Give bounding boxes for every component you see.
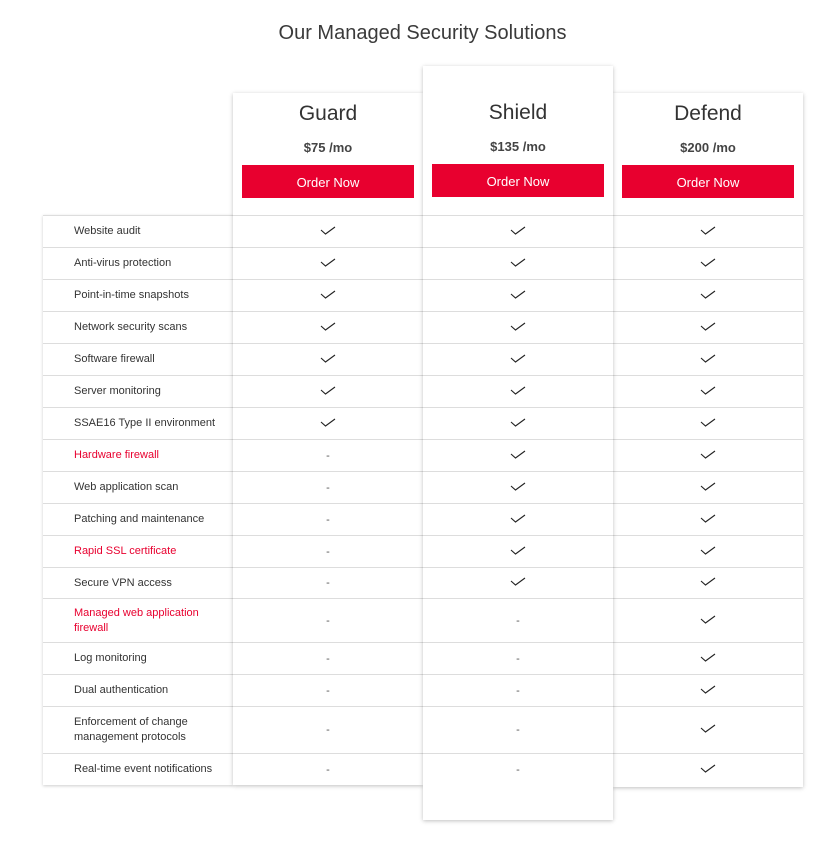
not-included-dash: -	[516, 684, 520, 697]
plan-feature-cell	[613, 407, 803, 439]
plan-feature-cell	[613, 598, 803, 642]
checkmark-icon	[510, 418, 526, 430]
plan-feature-cell	[233, 598, 423, 642]
plan-feature-cell	[613, 674, 803, 706]
feature-row: Log monitoring	[43, 642, 233, 674]
checkmark-icon	[510, 482, 526, 494]
plan-feature-cell	[613, 215, 803, 247]
plan-price: $75 /mo	[303, 140, 353, 155]
plan-feature-cell	[423, 407, 613, 439]
plan-feature-cell	[423, 343, 613, 375]
feature-row: Point-in-time snapshots	[43, 279, 233, 311]
plan-name: Shield	[488, 101, 548, 124]
order-now-button[interactable]: Order Now	[432, 164, 604, 197]
not-included-dash: -	[326, 724, 330, 736]
plan-feature-cell	[423, 247, 613, 279]
plan-feature-cell	[423, 753, 613, 785]
checkmark-icon	[700, 386, 716, 398]
plan-feature-cell	[423, 535, 613, 567]
feature-row: Real-time event notifications	[43, 753, 233, 785]
plan-feature-cell	[423, 503, 613, 535]
checkmark-icon	[320, 386, 336, 398]
plan-feature-cell	[613, 535, 803, 567]
plan-feature-cell	[233, 535, 423, 567]
plan-price: $135 /mo	[490, 139, 546, 154]
not-included-dash: -	[516, 614, 520, 627]
not-included-dash: -	[516, 652, 520, 665]
checkmark-icon	[510, 514, 526, 526]
not-included-dash: -	[326, 652, 330, 665]
checkmark-icon	[320, 322, 336, 334]
feature-row: Secure VPN access	[43, 567, 233, 598]
plan-feature-cell	[233, 343, 423, 375]
not-included-dash: -	[326, 513, 330, 526]
feature-row: Web application scan	[43, 471, 233, 503]
checkmark-icon	[320, 354, 336, 366]
checkmark-icon	[510, 577, 526, 589]
feature-row: Enforcement of change management protocols	[43, 706, 233, 753]
checkmark-icon	[510, 354, 526, 366]
checkmark-icon	[700, 764, 716, 776]
checkmark-icon	[320, 258, 336, 270]
checkmark-icon	[700, 290, 716, 302]
checkmark-icon	[700, 577, 716, 589]
feature-row: Server monitoring	[43, 375, 233, 407]
plan-feature-cell	[423, 279, 613, 311]
plan-feature-cell	[233, 407, 423, 439]
not-included-dash: -	[516, 763, 520, 776]
plan-feature-cell	[233, 471, 423, 503]
plan-feature-cell	[233, 503, 423, 535]
checkmark-icon	[700, 724, 716, 736]
plan-feature-cell	[613, 375, 803, 407]
checkmark-icon	[320, 226, 336, 238]
plan-feature-cell	[613, 471, 803, 503]
plan-name: Defend	[674, 102, 742, 125]
plan-price: $200 /mo	[680, 140, 736, 155]
checkmark-icon	[700, 685, 716, 697]
checkmark-icon	[700, 226, 716, 238]
feature-row: Website audit	[43, 215, 233, 247]
plan-feature-cell	[233, 375, 423, 407]
plan-feature-cell	[613, 567, 803, 598]
plan-feature-cell	[613, 343, 803, 375]
plan-feature-cell	[613, 503, 803, 535]
plan-feature-cell	[423, 706, 613, 753]
plan-feature-cell	[613, 311, 803, 343]
checkmark-icon	[700, 546, 716, 558]
not-included-dash: -	[326, 614, 330, 627]
plan-feature-cell	[233, 706, 423, 753]
plan-feature-cell	[233, 753, 423, 785]
checkmark-icon	[320, 418, 336, 430]
plan-feature-cell	[233, 215, 423, 247]
plan-feature-cell	[423, 311, 613, 343]
checkmark-icon	[510, 322, 526, 334]
plan-feature-cell	[233, 311, 423, 343]
checkmark-icon	[700, 514, 716, 526]
plan-feature-cell	[423, 375, 613, 407]
plan-defend	[613, 93, 803, 787]
checkmark-icon	[510, 386, 526, 398]
checkmark-icon	[700, 450, 716, 462]
checkmark-icon	[700, 258, 716, 270]
checkmark-icon	[700, 615, 716, 627]
not-included-dash: -	[516, 724, 520, 736]
plan-feature-cell	[423, 642, 613, 674]
plan-feature-cell	[423, 215, 613, 247]
not-included-dash: -	[326, 763, 330, 776]
feature-row: SSAE16 Type II environment	[43, 407, 233, 439]
checkmark-icon	[510, 226, 526, 238]
checkmark-icon	[510, 258, 526, 270]
feature-row: Patching and maintenance	[43, 503, 233, 535]
plan-feature-cell	[423, 471, 613, 503]
feature-row: Network security scans	[43, 311, 233, 343]
checkmark-icon	[320, 290, 336, 302]
plan-name: Guard	[298, 102, 358, 125]
plan-feature-cell	[423, 674, 613, 706]
order-now-button[interactable]: Order Now	[242, 165, 414, 198]
plan-feature-cell	[613, 439, 803, 471]
checkmark-icon	[510, 450, 526, 462]
not-included-dash: -	[326, 449, 330, 462]
plan-feature-cell	[423, 439, 613, 471]
checkmark-icon	[700, 482, 716, 494]
plan-feature-cell	[233, 247, 423, 279]
plan-feature-cell	[613, 247, 803, 279]
plan-feature-cell	[613, 753, 803, 785]
plan-feature-cell	[613, 642, 803, 674]
feature-row: Anti-virus protection	[43, 247, 233, 279]
not-included-dash: -	[326, 545, 330, 558]
checkmark-icon	[700, 322, 716, 334]
not-included-dash: -	[326, 577, 330, 589]
checkmark-icon	[510, 290, 526, 302]
plan-feature-cell	[233, 279, 423, 311]
checkmark-icon	[700, 418, 716, 430]
plan-feature-cell	[613, 279, 803, 311]
checkmark-icon	[700, 653, 716, 665]
order-now-button[interactable]: Order Now	[622, 165, 794, 198]
feature-row: Hardware firewall	[43, 439, 233, 471]
feature-list	[43, 215, 233, 785]
plan-feature-cell	[423, 567, 613, 598]
checkmark-icon	[700, 354, 716, 366]
plan-guard	[233, 93, 423, 785]
plan-feature-cell	[233, 642, 423, 674]
plan-shield	[423, 66, 613, 820]
not-included-dash: -	[326, 481, 330, 494]
feature-row: Rapid SSL certificate	[43, 535, 233, 567]
plan-feature-cell	[233, 439, 423, 471]
feature-row: Dual authentication	[43, 674, 233, 706]
feature-row: Managed web application firewall	[43, 598, 233, 642]
checkmark-icon	[510, 546, 526, 558]
page-title: Our Managed Security Solutions	[278, 22, 567, 44]
not-included-dash: -	[326, 684, 330, 697]
plan-feature-cell	[613, 706, 803, 753]
plan-feature-cell	[423, 598, 613, 642]
plan-feature-cell	[233, 567, 423, 598]
feature-row: Software firewall	[43, 343, 233, 375]
plan-feature-cell	[233, 674, 423, 706]
